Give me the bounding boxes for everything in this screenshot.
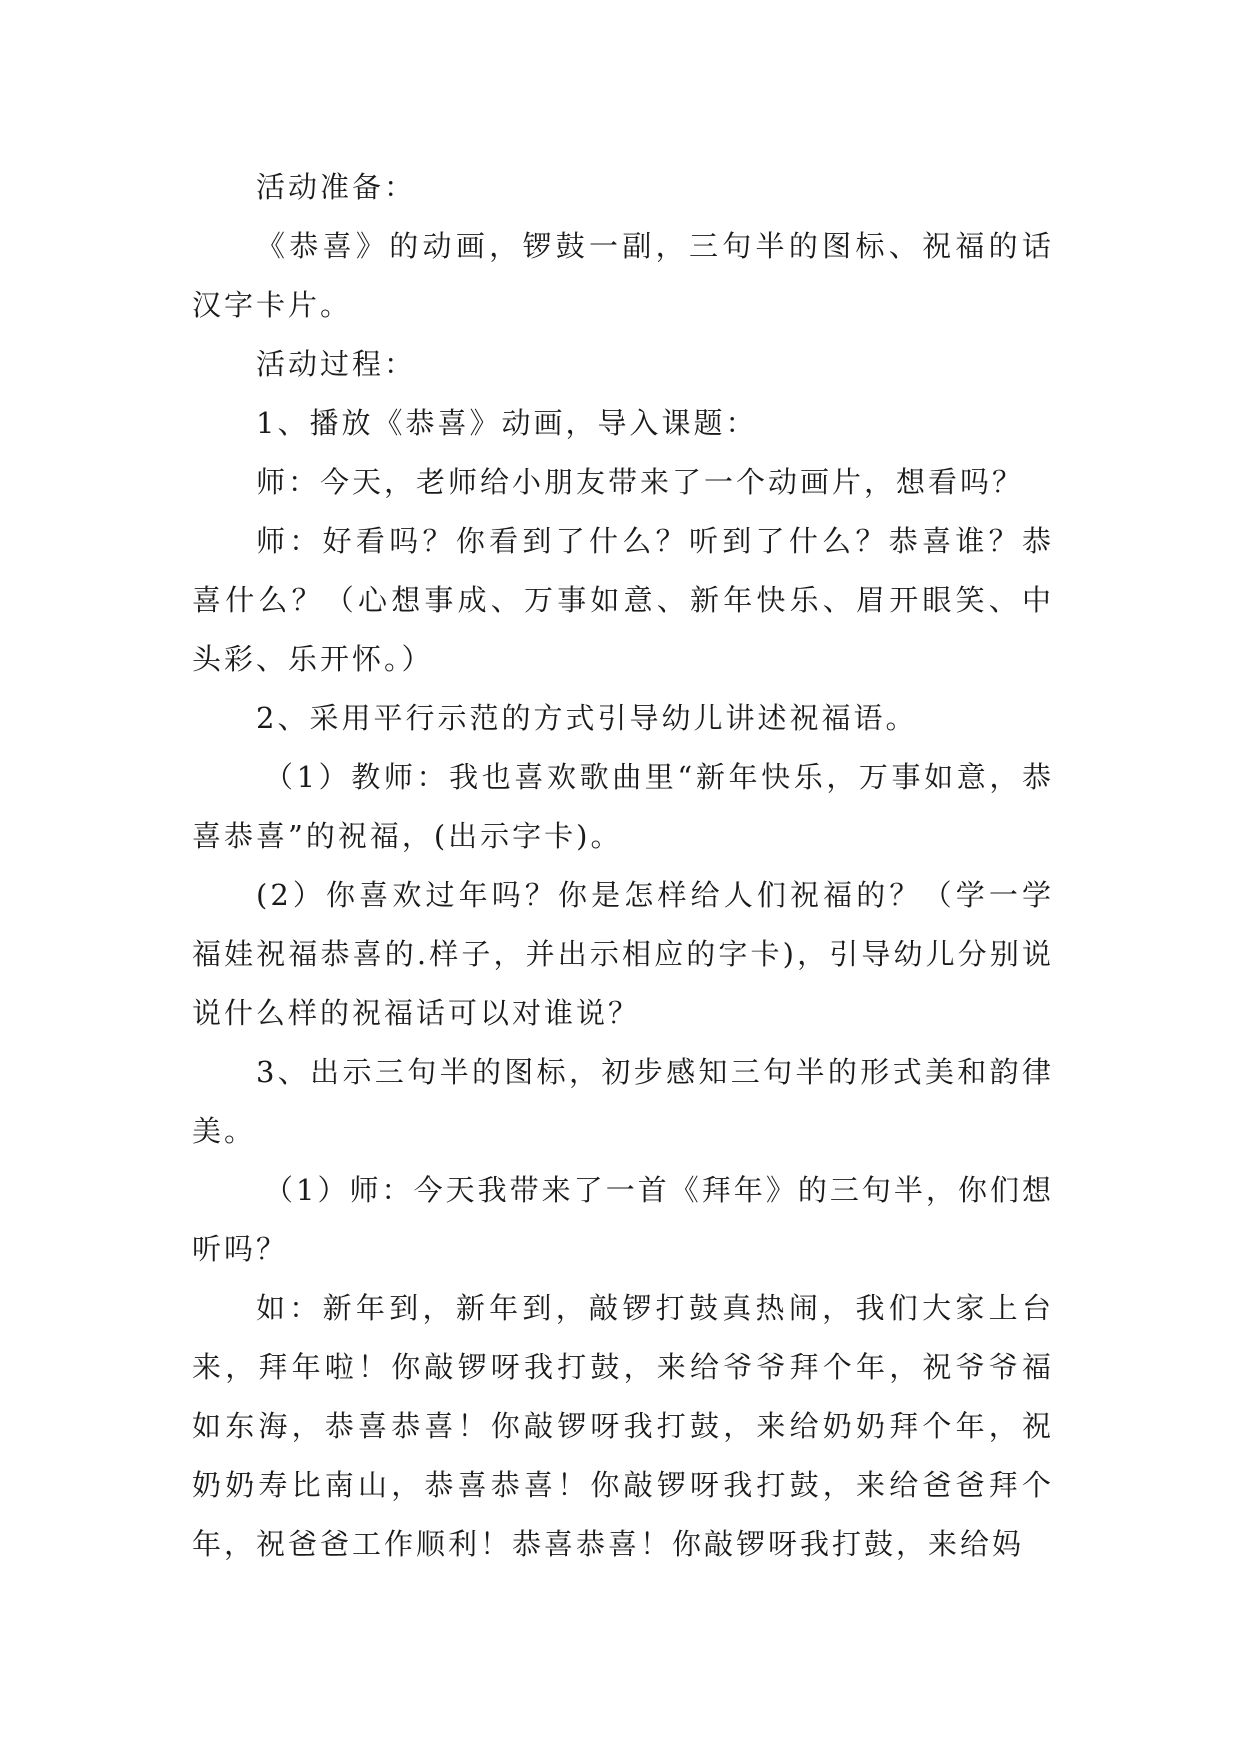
document-body bbox=[192, 158, 1054, 1574]
heading-activity-preparation: 活动准备： bbox=[256, 170, 417, 204]
paragraph-step-2-sub-1: （1）教师：我也喜欢歌曲里“新年快乐，万事如意，恭喜恭喜”的祝福，(出示字卡)。 bbox=[192, 760, 1054, 853]
paragraph-example-poem: 如：新年到，新年到，敲锣打鼓真热闹，我们大家上台来，拜年啦！你敲锣呀我打鼓，来给爷爷拜个年，祝爷爷福如东海，恭喜恭喜！你敲锣呀我打鼓，来给奶奶拜个年，祝奶奶寿比南山，恭喜恭喜！你敲锣呀我打鼓，来给爸爸拜个年，祝爸爸工作顺利！恭喜恭喜！你敲锣呀我打鼓，来给妈 bbox=[192, 1291, 1054, 1561]
paragraph-preparation-materials: 《恭喜》的动画，锣鼓一副，三句半的图标、祝福的话汉字卡片。 bbox=[192, 229, 1054, 322]
paragraph-step-3-sub-1: （1）师：今天我带来了一首《拜年》的三句半，你们想听吗？ bbox=[192, 1173, 1054, 1266]
heading-activity-process: 活动过程： bbox=[256, 347, 417, 381]
paragraph-step-2: 2、采用平行示范的方式引导幼儿讲述祝福语。 bbox=[256, 701, 918, 735]
paragraph-teacher-line-2: 师：好看吗？你看到了什么？听到了什么？恭喜谁？恭喜什么？（心想事成、万事如意、新年快乐、眉开眼笑、中头彩、乐开怀。） bbox=[192, 524, 1054, 676]
paragraph-step-3: 3、出示三句半的图标，初步感知三句半的形式美和韵律美。 bbox=[192, 1055, 1054, 1148]
paragraph-step-2-sub-2: (2）你喜欢过年吗？你是怎样给人们祝福的？（学一学福娃祝福恭喜的.样子，并出示相应的字卡)，引导幼儿分别说说什么样的祝福话可以对谁说？ bbox=[192, 878, 1054, 1030]
paragraph-step-1: 1、播放《恭喜》动画，导入课题： bbox=[256, 406, 758, 440]
paragraph-teacher-line-1: 师：今天，老师给小朋友带来了一个动画片，想看吗？ bbox=[256, 465, 1025, 499]
